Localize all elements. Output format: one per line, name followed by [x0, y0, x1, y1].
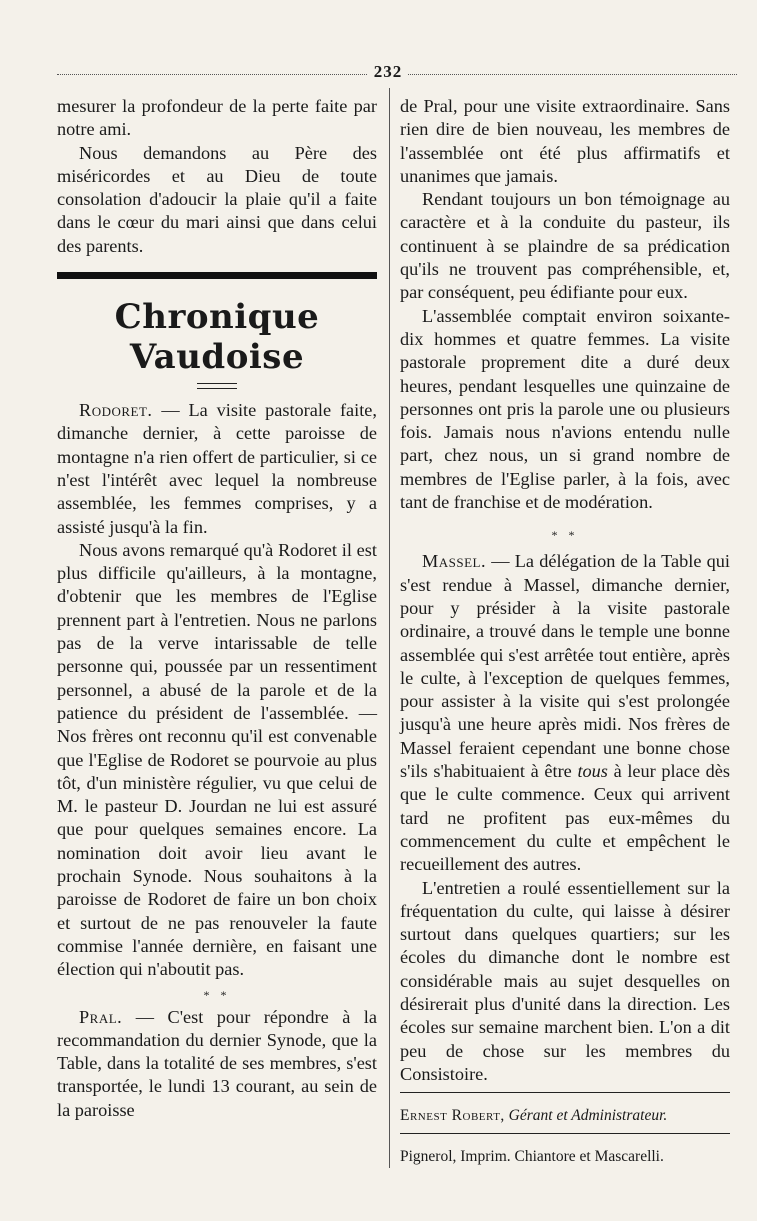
- article-text: — La délégation de la Table qui s'est rendue à Massel, dimanche dernier, pour y présider à la visite pastorale ordinaire, a trouvé dans le temple une bonne assemblée qui s'est arrêtée tout entière, après le culte, à l'exception de quelques femmes, pour assister à la visite qui s'est prolongée jusqu'à une heure après midi. Nos frères de Massel feraient cependant une bonne chose s'ils s'habituaient à être: [400, 551, 730, 782]
- paragraph: de Pral, pour une visite extraordinaire. Sans rien dire de bien nouveau, les membres de l'assemblée ont été plus affirmatifs et unanimes que jamais.: [400, 96, 730, 186]
- place-name: Massel.: [422, 551, 487, 572]
- emphasis-text: tous: [577, 761, 608, 782]
- signature-line: [400, 1099, 730, 1127]
- article-rodoret: [57, 399, 377, 539]
- column-divider: [389, 88, 390, 1168]
- printer-imprint: Pignerol, Imprim. Chiantore et Mascarelli.: [400, 1148, 664, 1166]
- signature-role: Gérant et Administrateur.: [508, 1107, 668, 1125]
- footer-rule: [400, 1092, 730, 1093]
- paragraph: L'assemblée comptait environ soixante-dix hommes et quatre femmes. La visite pastorale proprement dite a duré deux heures, pendant lesquelles une quinzaine de personnes ont pris la parole une ou plusieurs fois. Jamais nous n'avions entendu nulle part, chez nous, un si grand nombre de membres de l'Eglise parler, à la fois, avec tant de franchise et de modération.: [400, 305, 730, 513]
- signature-name: Ernest Robert,: [400, 1107, 505, 1125]
- article-pral: [57, 1006, 377, 1122]
- place-name: Rodoret.: [79, 400, 153, 421]
- article-text: — La visite pastorale faite, dimanche dernier, à cette paroisse de montagne n'a rien offert de particulier, si ce n'est l'intérêt avec lequel la nombreuse assemblée, les femmes comprises, y a assisté jusqu'à la fin.: [57, 400, 377, 537]
- article-text: à leur place dès que le culte commence. Ceux qui arrivent tard ne profitent pas eux-mêmes du commencement du culte et empêchent le recueillement des autres.: [400, 761, 730, 875]
- section-rule: [57, 272, 377, 279]
- page-number: 232: [368, 62, 408, 82]
- article-text: — C'est pour répondre à la recommandation du dernier Synode, que la Table, dans la totalité de ses membres, s'est transportée, le lundi 13 courant, au sein de la paroisse: [57, 1006, 377, 1120]
- article-massel: [400, 550, 730, 876]
- right-column: [400, 95, 730, 1168]
- paragraph: Nous avons remarqué qu'à Rodoret il est plus difficile qu'ailleurs, à la montagne, d'obtenir que les membres de l'Eglise prennent part à l'entretien. Nous ne parlons pas de la verve intarissable de telle personne qui, poussée par un ressentiment personnel, a abusé de la parole et de la patience du président de l'assemblée. — Nos frères ont reconnu qu'il est convenable que l'Eglise de Rodoret se pourvoie au plus tôt, d'un ministère régulier, vu que celui de M. le pasteur D. Jourdan ne lui est assuré que pour quelques semaines encore. La nomination doit avoir lieu avant le prochain Synode. Nous souhaitons à la paroisse de Rodoret de faire un bon choix et surtout de ne pas renouveler la faute commise l'année dernière, en faisant une élection qui n'aboutit pas.: [57, 539, 377, 980]
- section-title: Chronique Vaudoise: [114, 297, 320, 378]
- left-column: [57, 95, 377, 1122]
- place-name: Pral.: [79, 1006, 123, 1027]
- title-ornament-rule: [197, 383, 237, 389]
- footer-rule: [400, 1133, 730, 1134]
- paragraph: L'entretien a roulé essentiellement sur la fréquentation du culte, qui laisse à désirer surtout dans quelques quartiers; sur les écoles du dimanche dont le nombre est considérable mais au sujet desquelles on désirerait plus d'unité dans la direction. Les écoles sur semaine marchent bien. L'on a dit peu de chose sur les membres du Consistoire.: [400, 877, 730, 1084]
- paragraph: mesurer la profondeur de la perte faite par notre ami.: [57, 96, 377, 140]
- asterism: * *: [551, 528, 579, 543]
- paragraph: Nous demandons au Père des miséricordes et au Dieu de toute consolation d'adoucir la plaie qu'il a faite dans le cœur du mari ainsi que dans celui des parents.: [57, 142, 377, 256]
- paragraph: Rendant toujours un bon témoignage au caractère et à la conduite du pasteur, ils continuent à se plaindre de sa prédication qu'ils ne trouvent pas compréhensible, et, par conséquent, peu édifiante pour eux.: [400, 189, 730, 303]
- asterism: * *: [203, 987, 231, 1002]
